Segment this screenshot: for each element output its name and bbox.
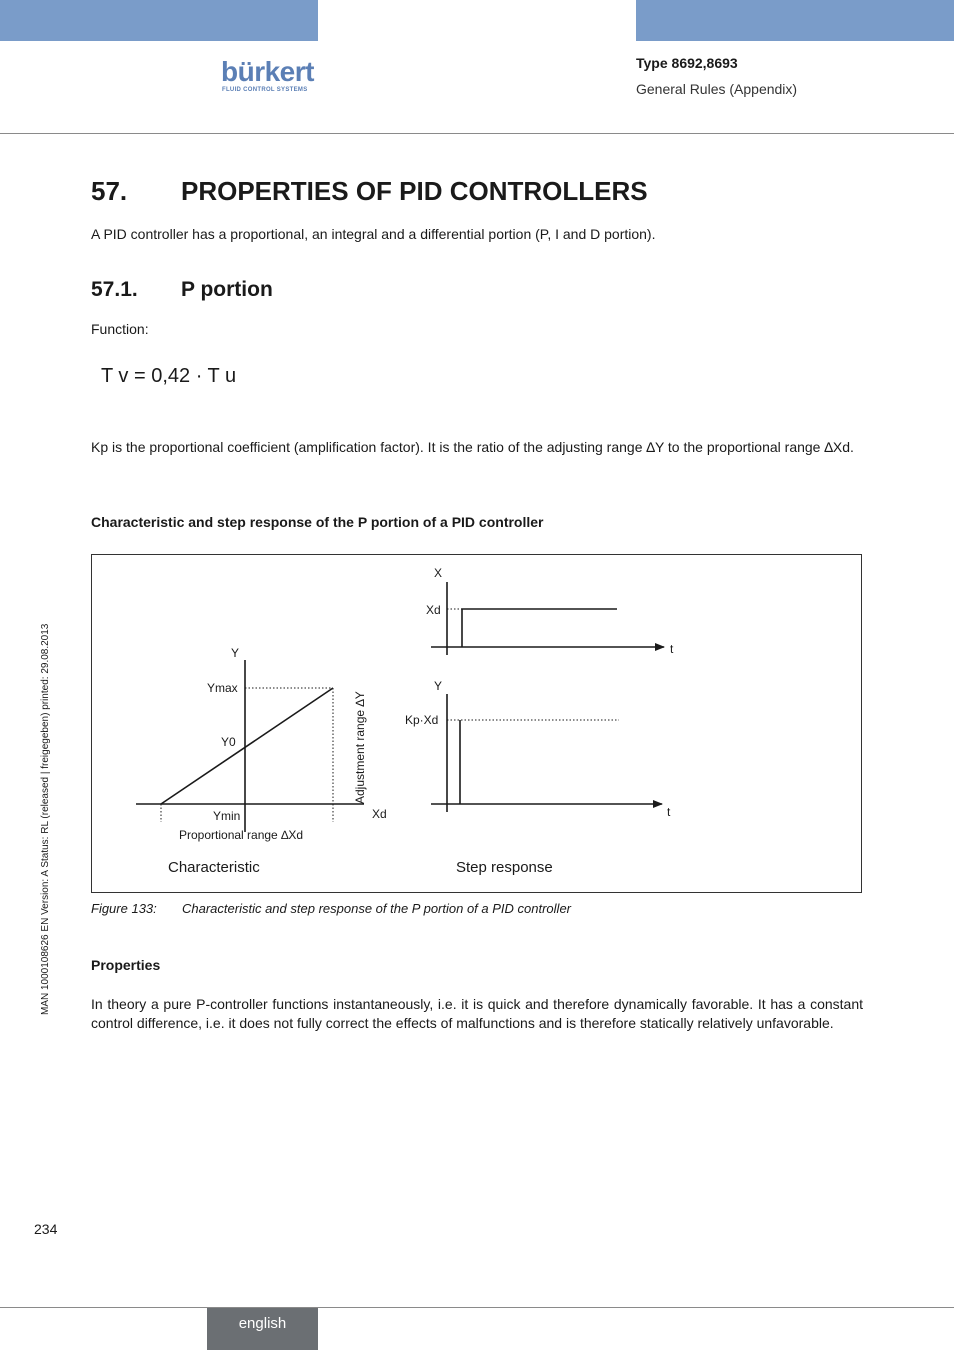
logo-wordmark: bürkert (221, 56, 314, 87)
step-top-curve (462, 609, 617, 647)
chapter-title: PROPERTIES OF PID CONTROLLERS (181, 176, 648, 206)
section-number: 57.1. (91, 278, 138, 301)
char-y0-label: Y0 (221, 735, 236, 749)
step-x-axis-label: X (434, 566, 443, 580)
language-tab: english (207, 1308, 318, 1350)
footer-divider (0, 1307, 954, 1308)
function-label: Function: (91, 321, 149, 337)
document-section: General Rules (Appendix) (636, 81, 798, 97)
properties-heading: Properties (91, 957, 161, 973)
char-adj-range-label: Adjustment range ∆Y (353, 691, 367, 804)
document-type: Type 8692,8693 (636, 55, 738, 71)
burkert-logo (221, 58, 319, 96)
char-caption: Characteristic (168, 859, 260, 876)
figure-heading: Characteristic and step response of the P portion of a PID controller (91, 514, 544, 530)
chapter-number: 57. (91, 176, 128, 206)
header-divider (0, 133, 954, 134)
section-title: P portion (181, 278, 273, 301)
char-y-axis-label: Y (231, 646, 240, 660)
char-xd-axis-label: Xd (372, 807, 387, 821)
properties-paragraph: In theory a pure P-controller functions instantaneously, i.e. it is quick and therefore dynamically favorable. It has a constant control difference, i.e. it does not fully correct the effects of malfunctions and is therefore statically relatively unfavorable. (91, 996, 863, 1031)
kp-paragraph: Kp is the proportional coefficient (amplification factor). It is the ratio of the adjusting range ∆Y to the proportional range ∆Xd. (91, 439, 854, 455)
chapter-heading (91, 176, 648, 207)
intro-paragraph: A PID controller has a proportional, an integral and a differential portion (P, I and D portion). (91, 226, 656, 242)
figure-caption (91, 901, 571, 916)
pid-figure-diagram (91, 554, 862, 893)
step-t-top-label: t (670, 642, 674, 656)
figure-caption-text: Characteristic and step response of the P portion of a PID controller (182, 901, 571, 916)
header-band-left (0, 0, 318, 41)
figure-caption-number: Figure 133: (91, 901, 157, 916)
section-heading (91, 278, 273, 302)
char-ymin-label: Ymin (213, 809, 241, 823)
char-line (161, 688, 333, 804)
step-y-axis-label: Y (434, 679, 443, 693)
page-number: 234 (34, 1221, 58, 1237)
header-band-right (636, 0, 954, 41)
side-print-info: MAN 1000108626 EN Version: A Status: RL (released | freigegeben) printed: 29.08.2013 (40, 623, 51, 1015)
formula: T v = 0,42 · T u (101, 365, 237, 387)
char-ymax-label: Ymax (207, 681, 238, 695)
logo-subtext: FLUID CONTROL SYSTEMS (222, 87, 308, 93)
char-prop-range-label: Proportional range ∆Xd (179, 828, 304, 842)
step-xd-label: Xd (426, 603, 441, 617)
step-t-bottom-label: t (667, 805, 671, 819)
step-caption: Step response (456, 859, 553, 876)
step-kpxd-label: Kp·Xd (405, 713, 439, 727)
